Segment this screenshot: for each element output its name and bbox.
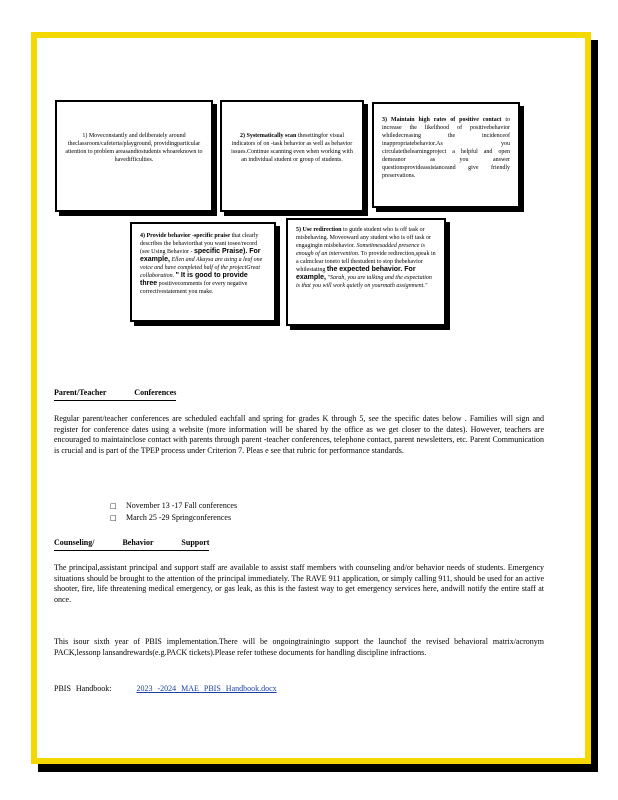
bullet-box-icon: □ <box>110 514 117 522</box>
strategy-box-5 <box>286 218 446 326</box>
conference-date-item <box>110 500 237 512</box>
strategy-4-example: Ellen and Akaysa are using a leaf one voice and have completed half of the projectGreat collaboration. <box>140 257 263 279</box>
pbis-body <box>54 637 544 658</box>
conferences-section <box>54 388 544 401</box>
strategy-2-label: 2) Systematically scan <box>240 133 297 139</box>
strategy-5-italic-a: Sometimesadded presence is enough of an intervention. <box>296 243 425 257</box>
conference-date-text: March 25 -29 Springconferences <box>126 513 232 522</box>
strategy-1-text: 1) Moveconstantly and deliberately around theclassroom/cafeteria/playground, providingparticular attention to problem areasandtostudents whoareknown to havedifficulties. <box>65 133 203 163</box>
counseling-heading: Counseling/ Behavior Support <box>54 538 209 551</box>
strategy-5-example: "Sarah, you are talking and the expectation is that you will work quietly on yourmath assignment." <box>296 275 432 289</box>
counseling-body <box>54 563 544 605</box>
strategy-box-3 <box>372 102 520 208</box>
strategy-box-4 <box>130 222 276 322</box>
strategy-4-label: 4) Provide behavior -specific praise <box>140 233 231 239</box>
pbis-paragraph: This isour sixth year of PBIS implementation.There will be ongoingtrainingto support the launchof the revised behavioral matrix/acronym PACK,lessonp lansandrewards(e.g.PACK tickets).Please refer tothese documents for handling discipline infractions. <box>54 637 544 657</box>
conferences-heading: Parent/Teacher Conferences <box>54 388 176 401</box>
strategy-3-text: to increase the likelihood of positivebehavior whiledecreasing the incidenceof inappropriatebehavior.As you circulatethelearningproject a helpful and open demeanor as you answer questionsprovideassistanceand give friendly preservations. <box>382 117 510 179</box>
counseling-section <box>54 538 544 551</box>
conference-dates-list <box>110 500 237 524</box>
handbook-label: PBIS Handbook: <box>54 684 112 693</box>
strategy-box-1 <box>55 100 213 212</box>
strategy-4-quote: " It is good to provide three <box>140 272 248 287</box>
conferences-paragraph: Regular parent/teacher conferences are scheduled eachfall and spring for grades K through 5, see the specific dates below . Families will sign and register for conference dates using a website (more information will be shared by the office as we get closer to the dates). However, teachers are encouraged to maintainclose contact with parents through parent -teacher conferences, telephone contact, parent newsletters, etc. Parent Communication is crucial and is part of the TPEP process under Criterion 7. Pleas e see that rubric for performance standards. <box>54 414 544 455</box>
strategy-4-label-b: specific Praise). For example, <box>140 248 261 263</box>
strategy-4-text-a: that clearly describes the behaviorthat you want tosee/record (see Using Behavior - <box>140 233 259 255</box>
strategy-5-text-b: To provide redirection,speak in a calmclear toneto tell thestudent to stop thebehavior whilestating <box>296 251 436 273</box>
strategy-4-text-b: positivecomments for every negative correctivestatement you make. <box>140 281 248 295</box>
conference-date-item <box>110 512 237 524</box>
counseling-paragraph-1: The principal,assistant principal and support staff are available to assist staff members with counseling and/or behavior needs of students. Emergency situations should be brought to the attention of the principal immediately. The RAVE 911 application, or simply calling 911, should be used for an active shooter, fire, life threatening medical emergency, or gas leak, as this is the fastest way to get emergency services here, andwill notify the entire staff at once. <box>54 563 544 604</box>
strategy-5-label: 5) Use redirection <box>296 227 342 233</box>
conference-date-text: November 13 -17 Fall conferences <box>126 501 238 510</box>
handbook-line <box>54 684 544 695</box>
strategy-5-text-a: to guide student who is off task or misbehaving. Moveoward any student who is off task or engagingin misbehavior. <box>296 227 432 249</box>
strategy-5-label-b: the expected behavior. For example, <box>296 266 416 281</box>
bullet-box-icon: □ <box>110 502 117 510</box>
strategy-3-label: 3) Maintain high rates of positive contact <box>382 117 502 123</box>
strategy-2-text: thesettingfor visual indicators of on -task behavior as well as behavior issues.Continue scanning even when working with an individual student or group of students. <box>231 133 353 163</box>
conferences-body <box>54 414 544 456</box>
strategy-box-2 <box>220 100 364 212</box>
handbook-link[interactable]: 2023 -2024 MAE PBIS Handbook.docx <box>136 684 277 693</box>
